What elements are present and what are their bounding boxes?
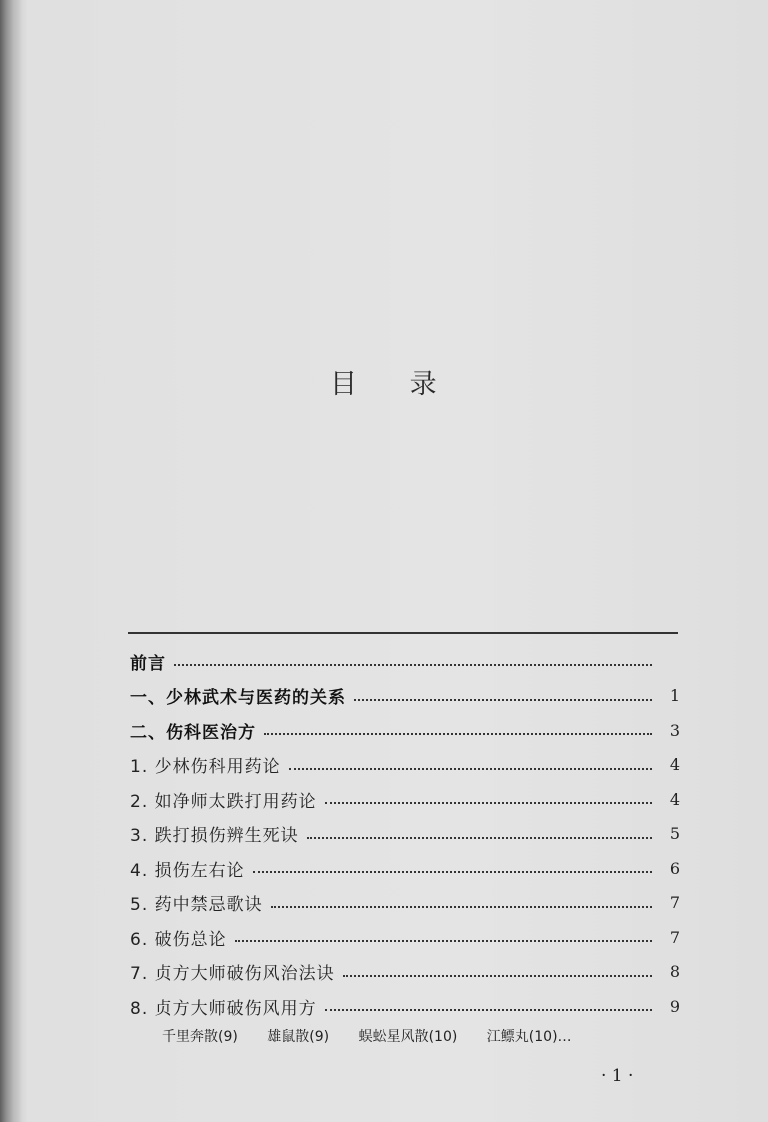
page-binding-edge: [0, 0, 22, 1122]
toc-leader-dots: [253, 871, 652, 873]
page-title: 目 录: [330, 369, 459, 400]
toc-entry: [130, 955, 680, 990]
toc-entry-page: 3: [669, 720, 680, 740]
toc-leader-dots: [307, 837, 652, 839]
toc-sub-entries: [162, 1026, 572, 1046]
toc-entry: [130, 679, 680, 714]
toc-entry: [130, 748, 680, 783]
toc-entry-label: 8. 贞方大师破伤风用方: [130, 998, 317, 1019]
toc-entry-label: 1. 少林伤科用药论: [130, 757, 281, 778]
toc-leader-dots: [325, 802, 652, 804]
toc-leader-dots: [289, 768, 652, 770]
toc-leader-dots: [235, 940, 652, 942]
toc-leader-dots: [174, 664, 652, 666]
sub-entry: 千里奔散(9): [162, 1029, 238, 1045]
toc-entry-page: 4: [669, 755, 680, 775]
table-of-contents: [130, 644, 680, 1024]
toc-entry-label: 2. 如净师太跌打用药论: [130, 791, 317, 812]
sub-entry: 雄鼠散(9): [267, 1029, 330, 1045]
toc-leader-dots: [271, 906, 652, 908]
toc-leader-dots: [264, 733, 652, 735]
toc-entry-label: 4. 损伤左右论: [130, 860, 245, 881]
toc-entry-label: 二、伤科医治方: [130, 722, 256, 743]
toc-entry-page: 1: [669, 686, 680, 706]
toc-entry: [130, 644, 680, 679]
toc-entry-label: 7. 贞方大师破伤风治法诀: [130, 964, 335, 985]
toc-leader-dots: [325, 1009, 652, 1011]
sub-entry: 江鳔丸(10)…: [486, 1029, 572, 1045]
toc-entry-page: 4: [669, 789, 680, 809]
toc-leader-dots: [343, 975, 652, 977]
toc-entry: [130, 886, 680, 921]
toc-entry-page: 5: [669, 824, 680, 844]
page-number: · 1 ·: [601, 1066, 634, 1086]
toc-entry-label: 5. 药中禁忌歌诀: [130, 895, 263, 916]
toc-entry: [130, 920, 680, 955]
divider-rule: [128, 632, 678, 634]
toc-entry-label: 一、少林武术与医药的关系: [130, 688, 346, 709]
toc-entry-page: 6: [669, 858, 680, 878]
toc-entry: [130, 817, 680, 852]
toc-entry: [130, 782, 680, 817]
toc-entry-page: 7: [669, 927, 680, 947]
toc-entry-page: 7: [669, 893, 680, 913]
toc-entry: [130, 713, 680, 748]
sub-entry: 蜈蚣星风散(10): [358, 1029, 458, 1045]
toc-entry-label: 3. 跌打损伤辨生死诀: [130, 826, 299, 847]
toc-entry-label: 前言: [130, 653, 166, 674]
toc-entry-label: 6. 破伤总论: [130, 929, 227, 950]
toc-entry: [130, 851, 680, 886]
toc-entry-page: 9: [669, 996, 680, 1016]
toc-entry-page: 8: [669, 962, 680, 982]
toc-leader-dots: [354, 699, 652, 701]
toc-entry: [130, 989, 680, 1024]
